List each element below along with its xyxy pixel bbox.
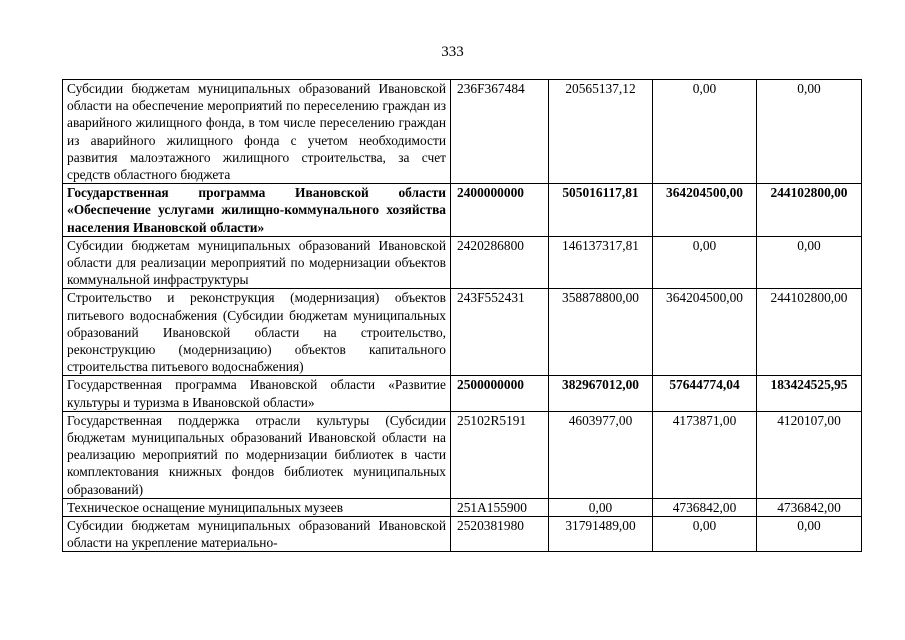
row-value-3: 0,00 [757,80,862,184]
row-value-2: 0,00 [653,517,757,552]
page-number: 333 [441,44,464,60]
row-value-1: 505016117,81 [549,184,653,237]
row-value-1: 358878800,00 [549,289,653,376]
row-code: 236F367484 [451,80,549,184]
table-row [63,376,862,411]
table-row [63,411,862,498]
row-name: Субсидии бюджетам муниципальных образований Ивановской области на обеспечение мероприятий по переселению граждан из аварийного жилищного фонда, в том числе переселению граждан из аварийного жилищного фонда с учетом необходимости развития малоэтажного жилищного строительства, за счет средств областного бюджета [63,80,451,184]
row-code: 2500000000 [451,376,549,411]
row-value-2: 4173871,00 [653,411,757,498]
row-code: 2400000000 [451,184,549,237]
row-value-3: 0,00 [757,517,862,552]
budget-table [62,79,862,552]
row-name: Государственная программа Ивановской области «Обеспечение услугами жилищно-коммунального хозяйства населения Ивановской области» [63,184,451,237]
row-name: Государственная программа Ивановской области «Развитие культуры и туризма в Ивановской области» [63,376,451,411]
row-value-1: 4603977,00 [549,411,653,498]
row-value-3: 244102800,00 [757,184,862,237]
row-name: Строительство и реконструкция (модернизация) объектов питьевого водоснабжения (Субсидии бюджетам муниципальных образований Ивановской области на строительство, реконструкцию (модернизацию) объектов капитального строительства питьевого водоснабжения) [63,289,451,376]
row-value-2: 0,00 [653,236,757,289]
row-value-3: 183424525,95 [757,376,862,411]
row-code: 251A155900 [451,498,549,516]
table-row [63,236,862,289]
row-code: 2420286800 [451,236,549,289]
row-value-1: 31791489,00 [549,517,653,552]
row-name: Государственная поддержка отрасли культуры (Субсидии бюджетам муниципальных образований Ивановской области на реализацию мероприятий по модернизации библиотек в части комплектования книжных фондов библиотек муниципальных образований) [63,411,451,498]
table-row [63,289,862,376]
row-value-1: 20565137,12 [549,80,653,184]
row-value-3: 244102800,00 [757,289,862,376]
row-value-2: 364204500,00 [653,289,757,376]
row-value-1: 382967012,00 [549,376,653,411]
row-value-2: 4736842,00 [653,498,757,516]
row-code: 2520381980 [451,517,549,552]
row-code: 25102R5191 [451,411,549,498]
table-row [63,184,862,237]
row-name: Субсидии бюджетам муниципальных образований Ивановской области для реализации мероприятий по модернизации объектов коммунальной инфраструктуры [63,236,451,289]
row-value-3: 0,00 [757,236,862,289]
row-value-2: 57644774,04 [653,376,757,411]
row-name: Техническое оснащение муниципальных музеев [63,498,451,516]
row-value-3: 4120107,00 [757,411,862,498]
table-row [63,80,862,184]
row-value-3: 4736842,00 [757,498,862,516]
table-row [63,517,862,552]
row-code: 243F552431 [451,289,549,376]
row-value-1: 146137317,81 [549,236,653,289]
row-value-2: 0,00 [653,80,757,184]
row-name: Субсидии бюджетам муниципальных образований Ивановской области на укрепление материально- [63,517,451,552]
row-value-1: 0,00 [549,498,653,516]
table-row [63,498,862,516]
row-value-2: 364204500,00 [653,184,757,237]
